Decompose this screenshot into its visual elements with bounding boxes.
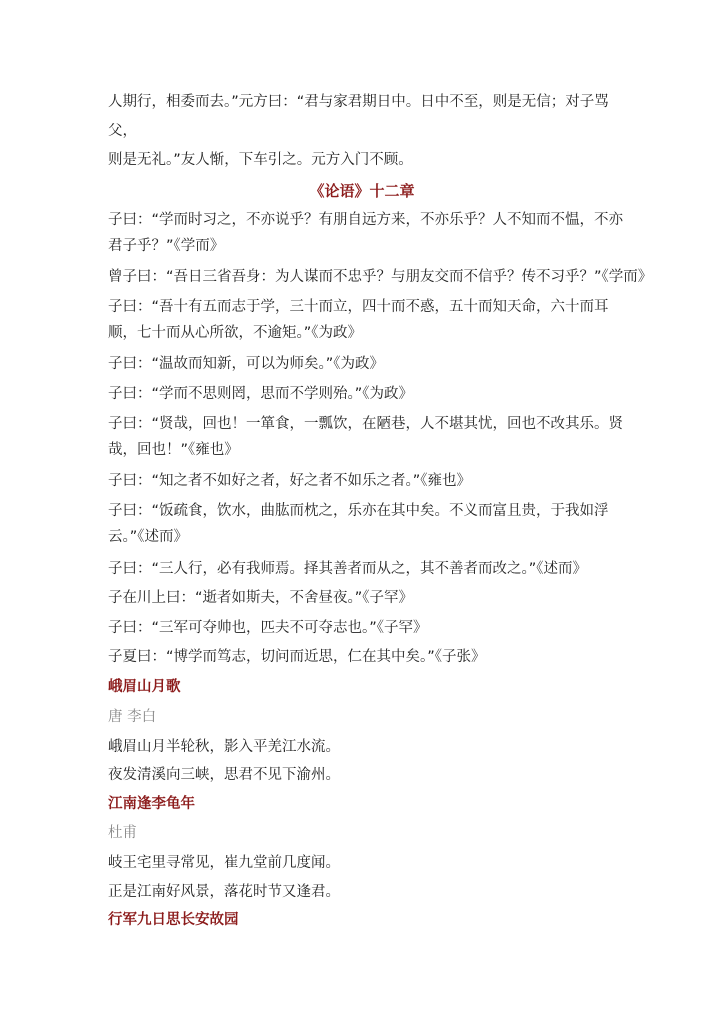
- poem-line: 正是江南好风景，落花时节又逢君。: [108, 884, 340, 900]
- poem-title: 峨眉山月歌: [108, 679, 181, 695]
- lunyu-chapter-6: 子曰：“贤哉，回也！一箪食，一瓢饮，在陋巷，人不堪其忧，回也不改其乐。贤哉，回也！”《雍也》: [108, 416, 624, 458]
- poem-line: 峨眉山月半轮秋，影入平羌江水流。: [108, 739, 340, 755]
- lunyu-chapter-2: 曾子曰：“吾日三省吾身：为人谋而不忠乎？与朋友交而不信乎？传不习乎？”《学而》: [108, 269, 653, 285]
- intro-line-2: 则是无礼。”友人惭，下车引之。元方入门不顾。: [108, 152, 413, 168]
- lunyu-chapter-4: 子曰：“温故而知新，可以为师矣。”《为政》: [108, 356, 385, 372]
- lunyu-chapter-8: 子曰：“饭疏食，饮水，曲肱而枕之，乐亦在其中矣。不义而富且贵，于我如浮云。”《述而》: [108, 503, 609, 545]
- poem-title: 行军九日思长安故园: [108, 912, 239, 928]
- lunyu-chapter-1: 子曰：“学而时习之，不亦说乎？有朋自远方来，不亦乐乎？人不知而不愠，不亦君子乎？”《学而》: [108, 212, 624, 254]
- poem-line: 岐王宅里寻常见，崔九堂前几度闻。: [108, 855, 340, 871]
- lunyu-chapter-9: 子曰：“三人行，必有我师焉。择其善者而从之，其不善者而改之。”《述而》: [108, 561, 588, 577]
- lunyu-chapter-7: 子曰：“知之者不如好之者，好之者不如乐之者。”《雍也》: [108, 473, 472, 489]
- intro-line-1: 人期行，相委而去。”元方曰：“君与家君期日中。日中不至，则是无信；对子骂父，: [108, 94, 609, 139]
- poem-title: 江南逢李龟年: [108, 796, 195, 812]
- lunyu-chapter-12: 子夏曰：“博学而笃志，切问而近思，仁在其中矣。”《子张》: [108, 649, 486, 665]
- lunyu-chapter-3: 子曰：“吾十有五而志于学，三十而立，四十而不惑，五十而知天命，六十而耳顺，七十而从心所欲，不逾矩。”《为政》: [108, 299, 609, 341]
- intro-paragraph: [108, 88, 628, 175]
- poem-line: 夜发清溪向三峡，思君不见下渝州。: [108, 767, 340, 783]
- lunyu-section-title: 《论语》十二章: [309, 182, 415, 200]
- poem-author: 杜甫: [108, 825, 137, 841]
- lunyu-chapter-10: 子在川上曰：“逝者如斯夫，不舍昼夜。”《子罕》: [108, 590, 414, 606]
- lunyu-chapter-11: 子曰：“三军可夺帅也，匹夫不可夺志也。”《子罕》: [108, 620, 428, 636]
- poem-author: 唐 李白: [108, 709, 157, 725]
- lunyu-chapter-5: 子曰：“学而不思则罔，思而不学则殆。”《为政》: [108, 386, 414, 402]
